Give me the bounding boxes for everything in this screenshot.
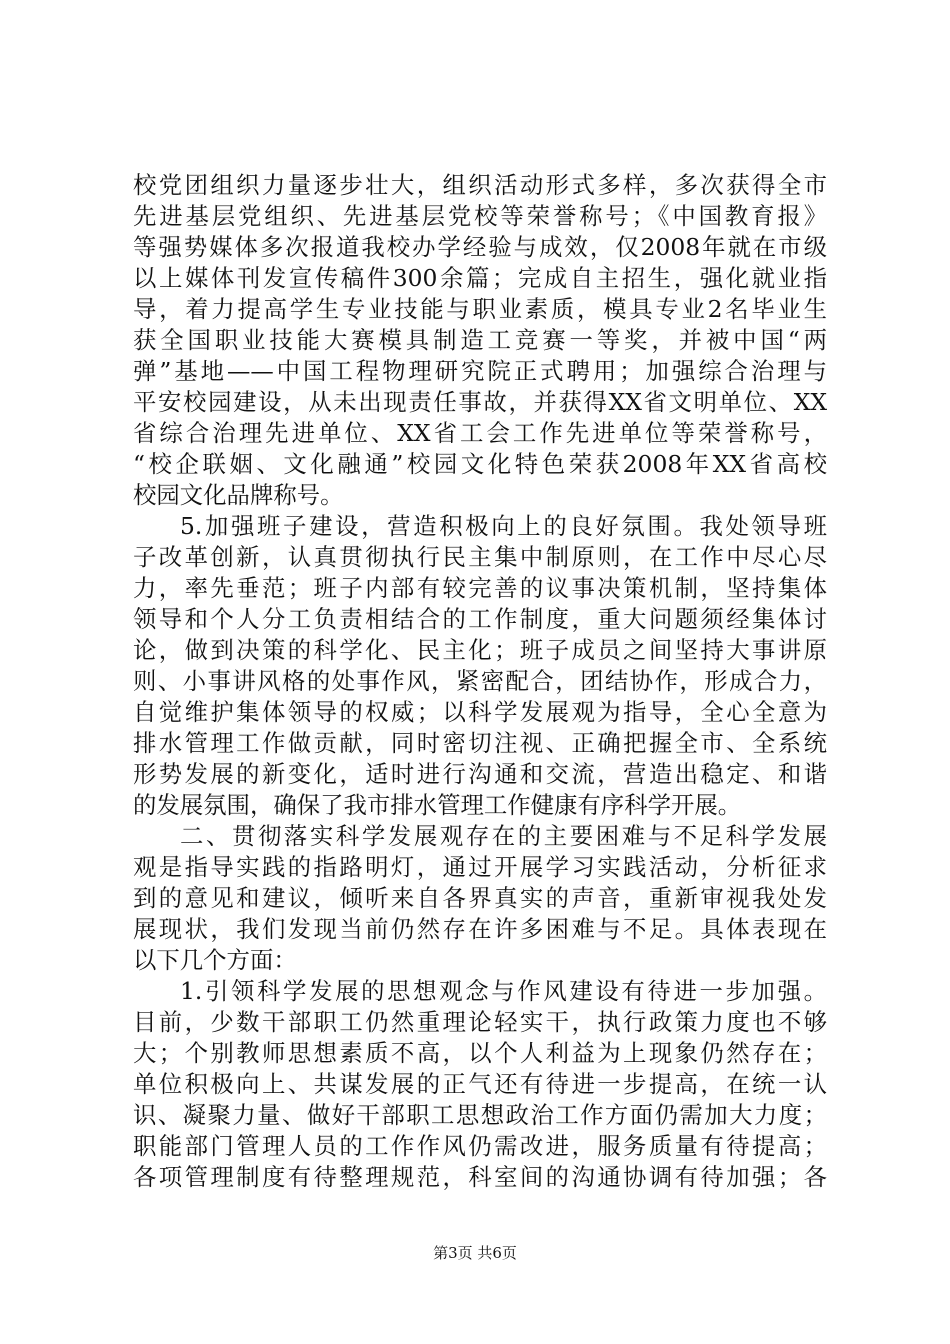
- text-line: 平安校园建设，从未出现责任事故，并获得XX省文明单位、XX: [133, 388, 827, 416]
- text-line: 导，着力提高学生专业技能与职业素质，模具专业2名毕业生: [133, 295, 827, 323]
- text-line: 等强势媒体多次报道我校办学经验与成效，仅2008年就在市级: [133, 233, 827, 261]
- text-line: 以下几个方面：: [133, 946, 297, 974]
- text-line: 5.加强班子建设，营造积极向上的良好氛围。我处领导班: [180, 512, 827, 540]
- text-line: 观是指导实践的指路明灯，通过开展学习实践活动，分析征求: [133, 853, 827, 881]
- text-line: 以上媒体刊发宣传稿件300余篇；完成自主招生，强化就业指: [133, 264, 827, 292]
- text-line: 识、凝聚力量、做好干部职工思想政治工作方面仍需加大力度；: [133, 1101, 827, 1129]
- text-line: 排水管理工作做贡献，同时密切注视、正确把握全市、全系统: [133, 729, 827, 757]
- text-line: 二、贯彻落实科学发展观存在的主要困难与不足科学发展: [180, 822, 827, 850]
- text-line: 力，率先垂范；班子内部有较完善的议事决策机制，坚持集体: [133, 574, 827, 602]
- text-line: 的发展氛围，确保了我市排水管理工作健康有序科学开展。: [133, 791, 742, 819]
- text-line: 目前，少数干部职工仍然重理论轻实干，执行政策力度也不够: [133, 1008, 827, 1036]
- text-line: 1.引领科学发展的思想观念与作风建设有待进一步加强。: [180, 977, 827, 1005]
- text-line: 自觉维护集体领导的权威；以科学发展观为指导，全心全意为: [133, 698, 827, 726]
- text-line: 校园文化品牌称号。: [133, 481, 344, 509]
- document-body: [133, 170, 827, 1193]
- text-line: 先进基层党组织、先进基层党校等荣誉称号；《中国教育报》: [133, 202, 827, 230]
- text-line: 领导和个人分工负责相结合的工作制度，重大问题须经集体讨: [133, 605, 827, 633]
- text-line: 论，做到决策的科学化、民主化；班子成员之间坚持大事讲原: [133, 636, 827, 664]
- text-line: 获全国职业技能大赛模具制造工竞赛一等奖，并被中国“两: [133, 326, 827, 354]
- text-line: “校企联姻、文化融通”校园文化特色荣获2008年XX省高校: [133, 450, 827, 478]
- text-line: 则、小事讲风格的处事作风，紧密配合，团结协作，形成合力，: [133, 667, 827, 695]
- text-line: 形势发展的新变化，适时进行沟通和交流，营造出稳定、和谐: [133, 760, 827, 788]
- text-line: 大；个别教师思想素质不高，以个人利益为上现象仍然存在；: [133, 1039, 827, 1067]
- text-line: 展现状，我们发现当前仍然存在许多困难与不足。具体表现在: [133, 915, 827, 943]
- text-line: 单位积极向上、共谋发展的正气还有待进一步提高，在统一认: [133, 1070, 827, 1098]
- text-line: 弹”基地——中国工程物理研究院正式聘用；加强综合治理与: [133, 357, 827, 385]
- text-line: 校党团组织力量逐步壮大，组织活动形式多样，多次获得全市: [133, 171, 827, 199]
- text-line: 职能部门管理人员的工作作风仍需改进，服务质量有待提高；: [133, 1132, 827, 1160]
- text-line: 各项管理制度有待整理规范，科室间的沟通协调有待加强；各: [133, 1163, 827, 1191]
- page-footer: 第3页 共6页: [433, 1244, 517, 1262]
- text-line: 子改革创新，认真贯彻执行民主集中制原则，在工作中尽心尽: [133, 543, 827, 571]
- text-line: 到的意见和建议，倾听来自各界真实的声音，重新审视我处发: [133, 884, 827, 912]
- text-line: 省综合治理先进单位、XX省工会工作先进单位等荣誉称号，: [133, 419, 827, 447]
